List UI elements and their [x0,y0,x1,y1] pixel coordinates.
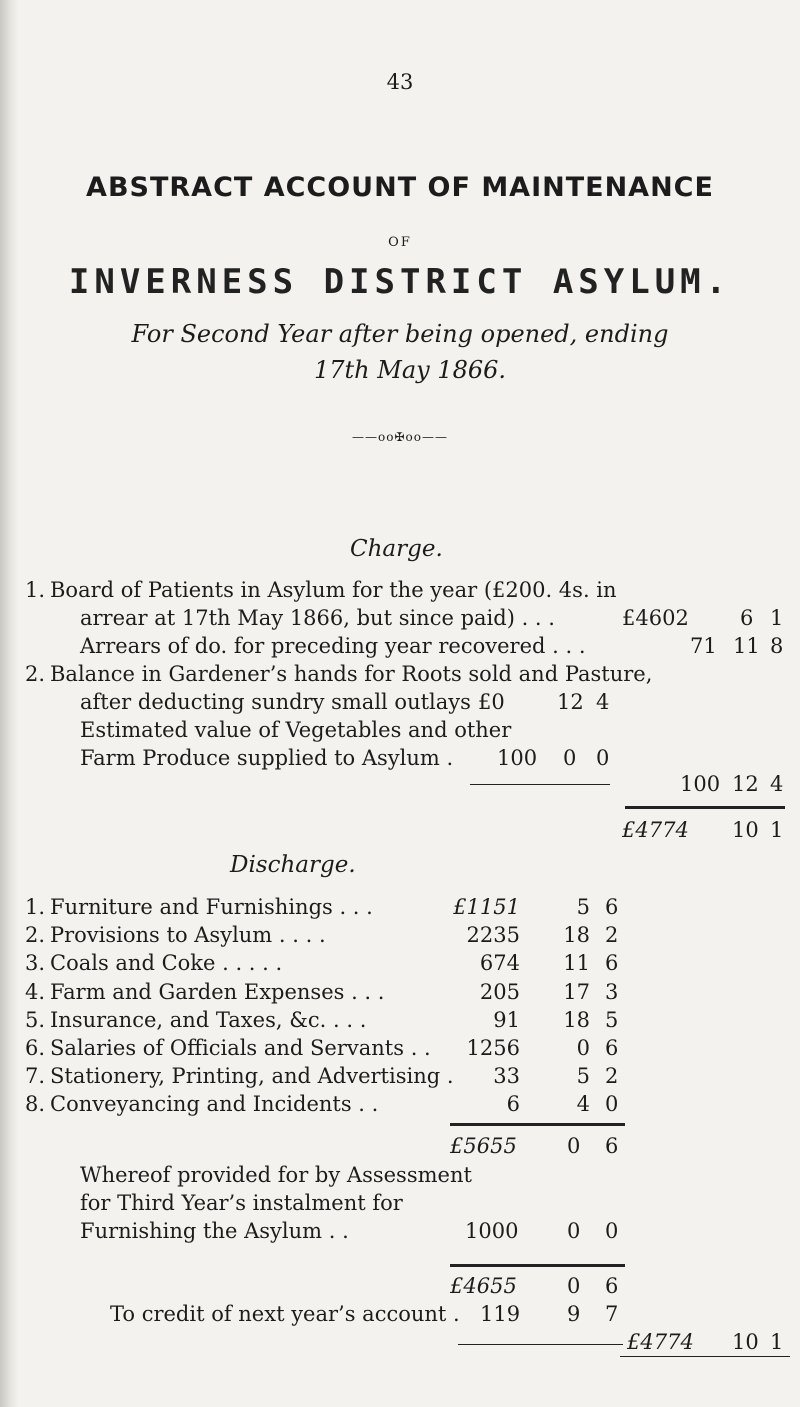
charge-item-text: Board of Patients in Asylum for the year (£200. 4s. in [50,578,617,602]
page-number: 43 [386,70,414,94]
credit-shillings: 9 [567,1302,581,1326]
credit-pounds: 119 [480,1302,521,1326]
discharge-amount-shillings: 18 [563,923,590,948]
discharge-item-number: 5. [25,1007,46,1032]
net-pence: 6 [605,1274,619,1298]
charge-item-text: arrear at 17th May 1866, but since paid) . . . [80,606,555,630]
discharge-sum-pounds: £5655 [450,1134,517,1158]
subtitle-line-1: For Second Year after being opened, ending [131,320,669,348]
discharge-item-label: Conveyancing and Incidents . . [50,1092,379,1117]
ornament-divider: ——oo✠oo—— [352,430,448,444]
charge-item-text: Farm Produce supplied to Asylum . [80,746,454,770]
discharge-amount-shillings: 5 [576,895,590,919]
page-edge-shadow [0,0,18,1407]
discharge-heading: Discharge. [230,852,356,878]
charge-sub-shillings: 0 [563,746,577,770]
discharge-amount-pence: 6 [605,951,619,976]
charge-sub-pence: 4 [596,690,610,714]
discharge-item-label: Salaries of Officials and Servants . . [50,1036,431,1060]
whereof-text: Whereof provided for by Assessment [80,1163,472,1187]
charge-amount-pounds: £4602 [622,606,689,630]
subtotal-rule [470,784,610,785]
discharge-item-number: 7. [25,1064,46,1089]
charge-item-text: Estimated value of Vegetables and other [80,718,512,742]
discharge-item-label: Stationery, Printing, and Advertising . [50,1064,454,1089]
discharge-total-pounds: £4774 [627,1330,694,1354]
charge-subtotal-pounds: 100 [680,772,721,796]
institution-name: INVERNESS DISTRICT ASYLUM. [68,262,732,302]
document-title: ABSTRACT ACCOUNT OF MAINTENANCE [86,172,714,203]
discharge-amount-pence: 2 [605,923,619,948]
discharge-amount-pounds: 33 [493,1064,520,1089]
charge-amount-pounds: 71 [690,634,717,658]
charge-total-pounds: £4774 [622,818,689,842]
discharge-amount-pounds: 6 [506,1092,520,1117]
charge-item-text: Arrears of do. for preceding year recovered . . . [80,634,586,658]
charge-total-pence: 1 [770,818,784,842]
discharge-amount-pounds: 1256 [466,1036,520,1060]
discharge-amount-pounds: 205 [479,979,520,1004]
discharge-amount-pence: 6 [605,895,619,919]
charge-amount-shillings: 6 [740,606,754,630]
discharge-amount-pence: 6 [605,1036,619,1060]
discharge-amount-pounds: 674 [479,951,520,976]
discharge-amount-pounds: 91 [493,1007,520,1032]
discharge-amount-shillings: 17 [563,979,590,1004]
discharge-amount-pounds: 2235 [466,923,520,948]
whereof-text: Furnishing the Asylum . . [80,1219,349,1243]
discharge-item-label: Farm and Garden Expenses . . . [50,979,385,1004]
discharge-sum-shillings: 0 [567,1134,581,1158]
charge-item-text: after deducting sundry small outlays [80,690,471,714]
charge-sub-shillings: 12 [557,690,584,714]
discharge-item-label: Insurance, and Taxes, &c. . . . [50,1007,367,1032]
discharge-item-label: Coals and Coke . . . . . [50,951,283,976]
charge-sub-pounds: £0 [478,690,505,714]
discharge-amount-shillings: 5 [576,1064,590,1089]
charge-amount-pence: 8 [770,634,784,658]
discharge-amount-pounds: £1151 [453,895,520,919]
discharge-amount-shillings: 4 [576,1092,590,1117]
whereof-pence: 0 [605,1219,619,1243]
charge-sub-pence: 0 [596,746,610,770]
charge-item-text: Balance in Gardener’s hands for Roots sold and Pasture, [50,662,653,686]
whereof-pounds: 1000 [465,1219,519,1243]
charge-item-number: 1. [25,578,46,602]
discharge-amount-pence: 3 [605,979,619,1004]
charge-sub-pounds: 100 [497,746,538,770]
discharge-total-pence: 1 [770,1330,784,1354]
net-shillings: 0 [567,1274,581,1298]
discharge-amount-shillings: 0 [576,1036,590,1060]
discharge-amount-shillings: 11 [563,951,590,976]
discharge-item-number: 2. [25,923,46,948]
final-sub-rule [458,1344,623,1345]
sum-rule [450,1123,625,1126]
discharge-amount-shillings: 18 [563,1007,590,1032]
charge-amount-pence: 1 [770,606,784,630]
discharge-item-number: 1. [25,895,46,919]
final-total-rule [620,1356,790,1357]
net-rule [450,1264,625,1267]
discharge-item-number: 6. [25,1036,46,1060]
discharge-item-number: 3. [25,951,46,976]
charge-heading: Charge. [350,536,443,562]
discharge-amount-pence: 5 [605,1007,619,1032]
credit-text: To credit of next year’s account . [110,1302,460,1326]
credit-pence: 7 [605,1302,619,1326]
whereof-text: for Third Year’s instalment for [80,1191,403,1215]
discharge-total-shillings: 10 [732,1330,759,1354]
discharge-item-label: Provisions to Asylum . . . . [50,923,326,948]
total-rule [625,806,785,809]
discharge-amount-pence: 2 [605,1064,619,1089]
discharge-amount-pence: 0 [605,1092,619,1117]
discharge-item-number: 4. [25,979,46,1004]
charge-item-number: 2. [25,662,46,686]
discharge-sum-pence: 6 [605,1134,619,1158]
charge-total-shillings: 10 [732,818,759,842]
charge-subtotal-pence: 4 [770,772,784,796]
subtitle-line-2: 17th May 1866. [313,356,507,384]
title-connector: OF [388,235,412,250]
charge-subtotal-shillings: 12 [732,772,759,796]
discharge-item-number: 8. [25,1092,46,1117]
discharge-item-label: Furniture and Furnishings . . . [50,895,373,919]
whereof-shillings: 0 [567,1219,581,1243]
net-pounds: £4655 [450,1274,517,1298]
charge-amount-shillings: 11 [733,634,760,658]
